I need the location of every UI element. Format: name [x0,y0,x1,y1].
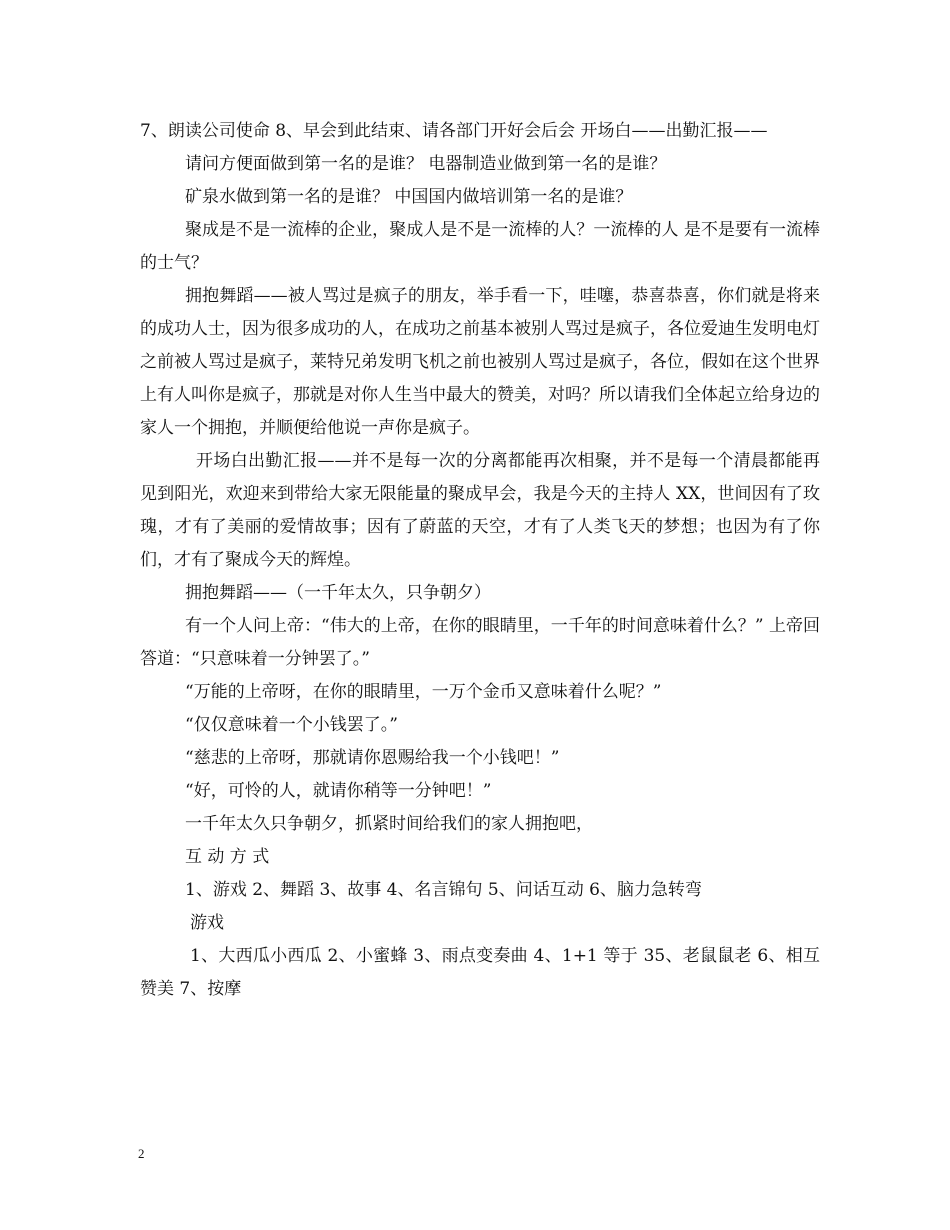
paragraph-god-dialogue-1: 有一个人问上帝：“伟大的上帝，在你的眼睛里，一千年的时间意味着什么？” 上帝回答道：“只意味着一分钟罢了。” [140,616,820,669]
paragraph-games-list: 1、大西瓜小西瓜 2、小蜜蜂 3、雨点变奏曲 4、1+1 等于 35、老鼠鼠老 6、相互赞美 7、按摩 [140,946,820,999]
heading-interaction-methods: 互 动 方 式 [185,847,270,867]
document-body [140,115,820,1006]
paragraph-god-dialogue-2: “万能的上帝呀，在你的眼睛里，一万个金币又意味着什么呢？” [185,682,662,702]
paragraph-meeting-agenda: 7、朗读公司使命 8、早会到此结束、请各部门开好会后会 开场白——出勤汇报—— [140,121,768,141]
paragraph-hug-conclusion: 一千年太久只争朝夕，抓紧时间给我们的家人拥抱吧， [185,814,593,834]
paragraph-question-noodles: 请问方便面做到第一名的是谁？ 电器制造业做到第一名的是谁？ [185,154,667,174]
paragraph-question-water: 矿泉水做到第一名的是谁？ 中国国内做培训第一名的是谁？ [185,187,633,207]
paragraph-interaction-list: 1、游戏 2、舞蹈 3、故事 4、名言锦句 5、问话互动 6、脑力急转弯 [185,880,702,900]
paragraph-god-dialogue-3: “仅仅意味着一个小钱罢了。” [185,715,398,735]
paragraph-first-class-spirit: 聚成是不是一流棒的企业，聚成人是不是一流棒的人？一流棒的人 是不是要有一流棒的士气？ [140,220,820,273]
page-number: 2 [138,1146,145,1161]
paragraph-hug-dance-title: 拥抱舞蹈——（一千年太久，只争朝夕） [185,583,491,603]
paragraph-opening-speech: 开场白出勤汇报——并不是每一次的分离都能再次相聚，并不是每一个清晨都能再见到阳光，欢迎来到带给大家无限能量的聚成早会，我是今天的主持人 XX，世间因有了玫瑰，才有了美丽的爱情故事；因有了蔚蓝的天空，才有了人类飞天的梦想；也因为有了你们，才有了聚成今天的辉煌。 [140,451,820,570]
paragraph-god-dialogue-5: “好，可怜的人，就请你稍等一分钟吧！” [185,781,492,801]
paragraph-god-dialogue-4: “慈悲的上帝呀，那就请你恩赐给我一个小钱吧！” [185,748,560,768]
paragraph-hug-dance: 拥抱舞蹈——被人骂过是疯子的朋友，举手看一下，哇噻，恭喜恭喜，你们就是将来的成功人士，因为很多成功的人，在成功之前基本被别人骂过是疯子，各位爱迪生发明电灯之前被人骂过是疯子，莱特兄弟发明飞机之前也被别人骂过是疯子，各位，假如在这个世界上有人叫你是疯子，那就是对你人生当中最大的赞美，对吗？所以请我们全体起立给身边的家人一个拥抱，并顺便给他说一声你是疯子。 [140,286,820,438]
heading-games: 游戏 [190,913,224,933]
